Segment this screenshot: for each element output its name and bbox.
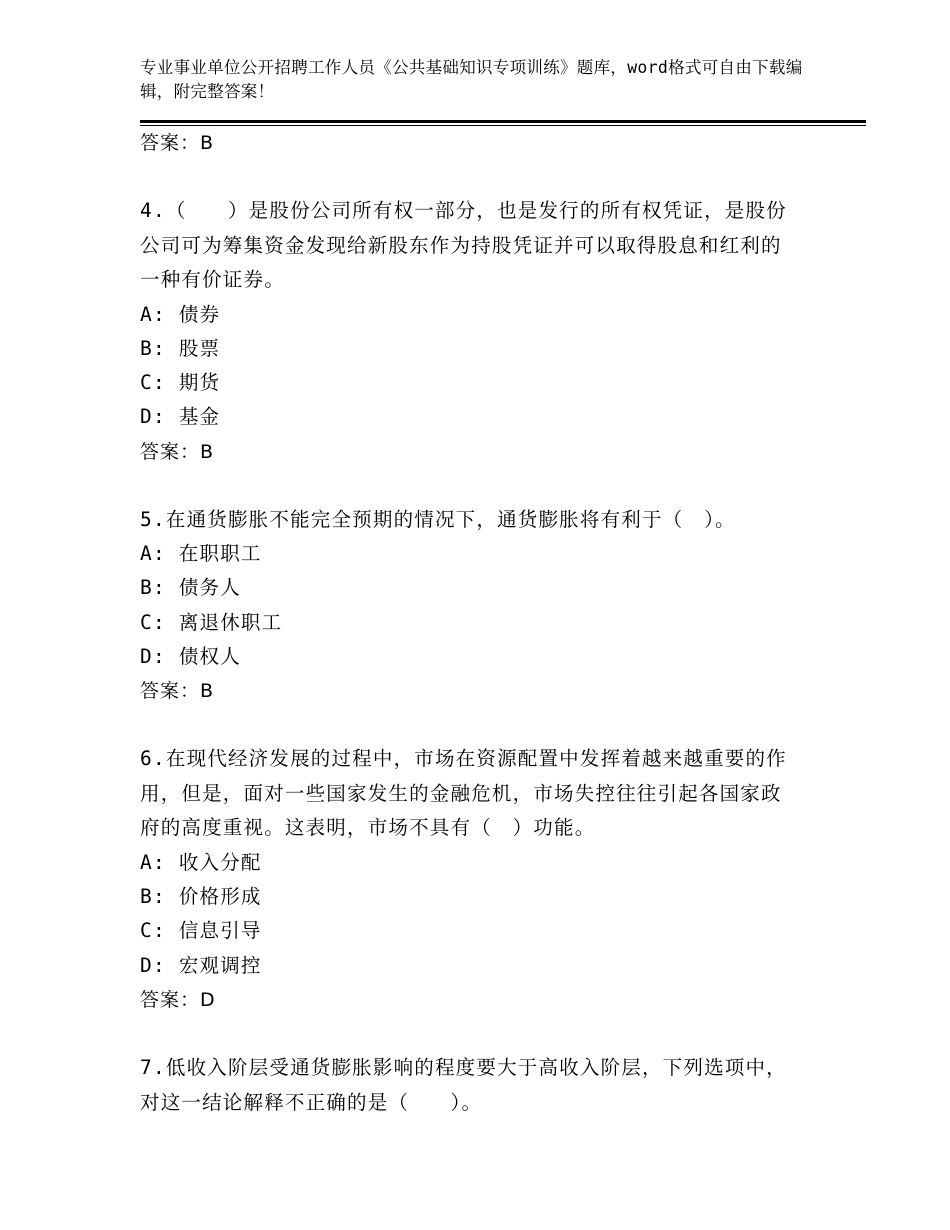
option-a: A: 收入分配 (140, 850, 262, 874)
question-7 (140, 1051, 800, 1120)
question-stem: 5.在通货膨胀不能完全预期的情况下，通货膨胀将有利于（ ）。 (140, 507, 736, 531)
question-list (140, 126, 800, 1120)
option-c: C: 离退休职工 (140, 610, 283, 634)
option-d: D: 债权人 (140, 645, 241, 669)
option-b: B: 价格形成 (140, 885, 262, 909)
option-a: A: 债券 (140, 302, 221, 326)
question-answer: 答案：B (140, 680, 215, 703)
question-6 (140, 742, 800, 1017)
header-rule-thick (140, 120, 866, 123)
option-d: D: 基金 (140, 405, 221, 429)
option-b: B: 债务人 (140, 576, 241, 600)
option-a: A: 在职职工 (140, 542, 262, 566)
spacer (140, 1017, 800, 1051)
option-b: B: 股票 (140, 336, 221, 360)
page-header: 专业事业单位公开招聘工作人员《公共基础知识专项训练》题库，word格式可自由下载编辑，附完整答案！ (140, 58, 803, 101)
previous-answer: 答案：B (140, 132, 215, 154)
spacer (140, 469, 800, 503)
question-stem: 7.低收入阶层受通货膨胀影响的程度要大于高收入阶层，下列选项中，对这一结论解释不正确的是（ ）。 (140, 1056, 787, 1114)
question-answer: 答案：D (140, 989, 216, 1012)
option-c: C: 期货 (140, 371, 221, 395)
option-d: D: 宏观调控 (140, 953, 262, 977)
question-stem: 4.（ ）是股份公司所有权一部分，也是发行的所有权凭证，是股份公司可为筹集资金发现给新股东作为持股凭证并可以取得股息和红利的一种有价证券。 (140, 199, 787, 291)
question-4 (140, 194, 800, 469)
question-stem: 6.在现代经济发展的过程中，市场在资源配置中发挥着越来越重要的作用，但是，面对一些国家发生的金融危机，市场失控往往引起各国家政府的高度重视。这表明，市场不具有（ ）功能。 (140, 747, 787, 840)
question-answer: 答案：B (140, 440, 215, 463)
question-5 (140, 503, 800, 709)
spacer (140, 160, 800, 194)
spacer (140, 708, 800, 742)
option-c: C: 信息引导 (140, 919, 262, 943)
